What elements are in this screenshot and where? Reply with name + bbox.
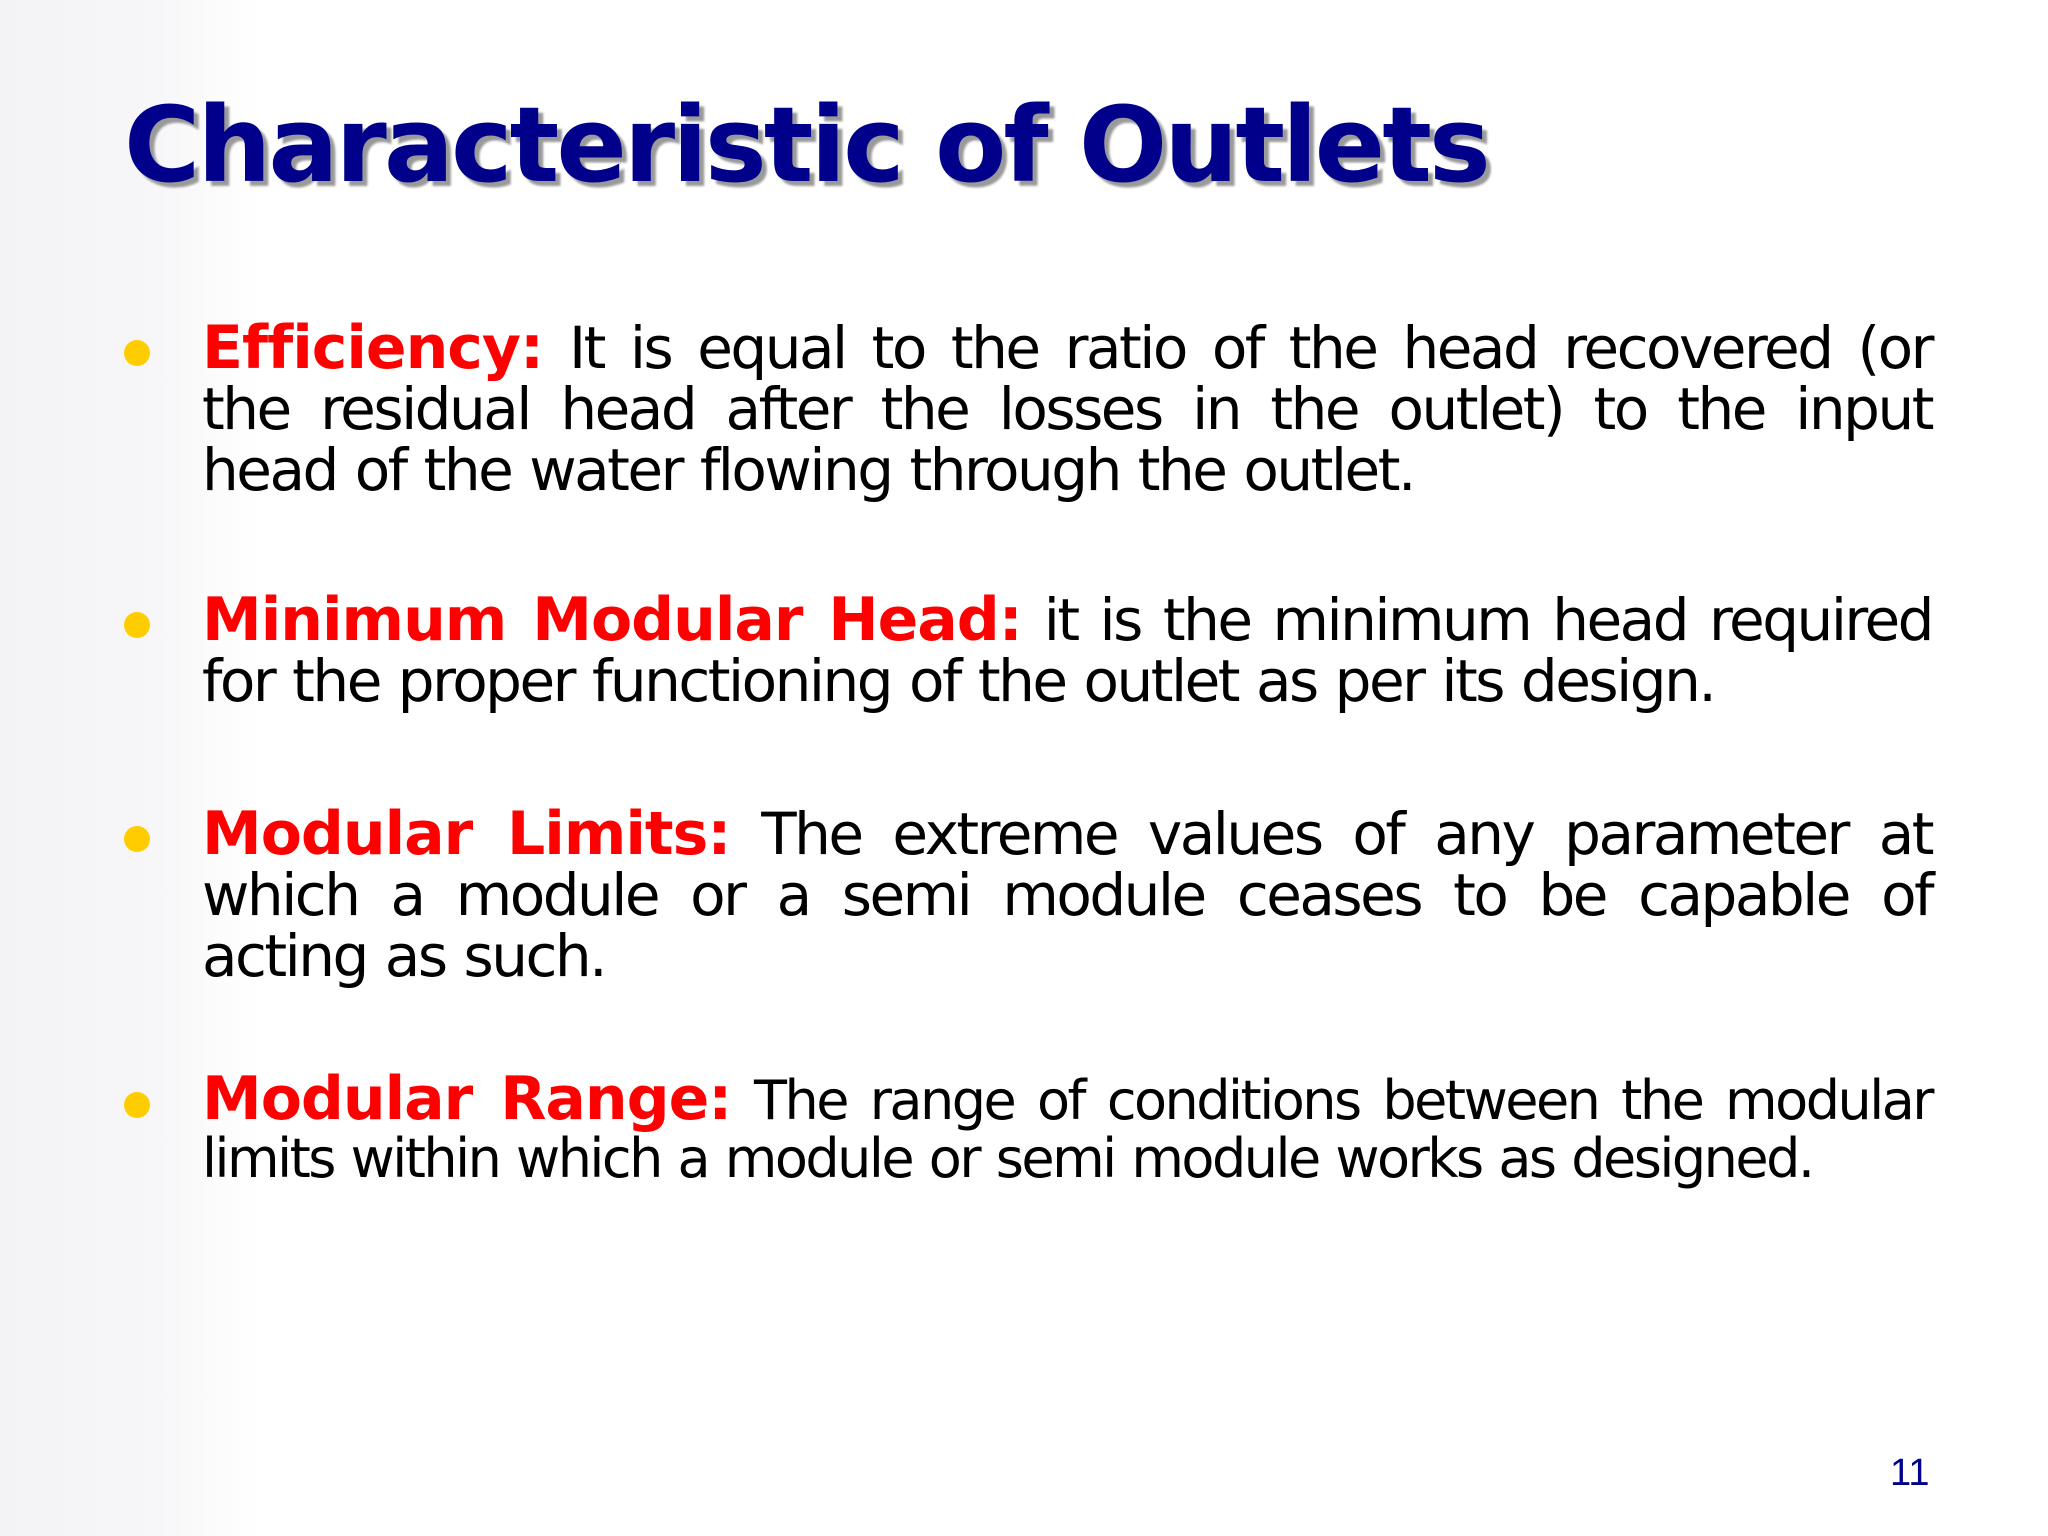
bullet-term: Minimum Modular Head: <box>202 585 1022 655</box>
bullet-text <box>202 799 1933 990</box>
bullet-description: It is equal to the ratio of the head recovered (or the residual head after the losses in the outlet) to the input head of the water flowing through the outlet. <box>202 314 1932 504</box>
slide-title: Characteristic of Outlets <box>124 84 1488 206</box>
bullet-description: it is the minimum head required for the proper functioning of the outlet as per its design. <box>202 586 1933 715</box>
bullet-text <box>202 1064 1932 1190</box>
page-number: 11 <box>1890 1452 1930 1494</box>
bullet-text <box>202 585 1933 715</box>
bullet-description: The extreme values of any parameter at which a module or a semi module ceases to be capable of acting as such. <box>202 800 1933 990</box>
bullet-text <box>202 313 1932 504</box>
bullet-term: Modular Range: <box>202 1064 732 1134</box>
bullet-dot-icon <box>124 340 150 366</box>
bullet-dot-icon <box>124 826 150 852</box>
bullet-dot-icon <box>124 612 150 638</box>
bullet-term: Efficiency: <box>202 313 543 383</box>
bullet-description: The range of conditions between the modular limits within which a module or semi module works as designed. <box>202 1069 1932 1190</box>
bullet-dot-icon <box>124 1092 150 1118</box>
bullet-term: Modular Limits: <box>202 799 731 869</box>
